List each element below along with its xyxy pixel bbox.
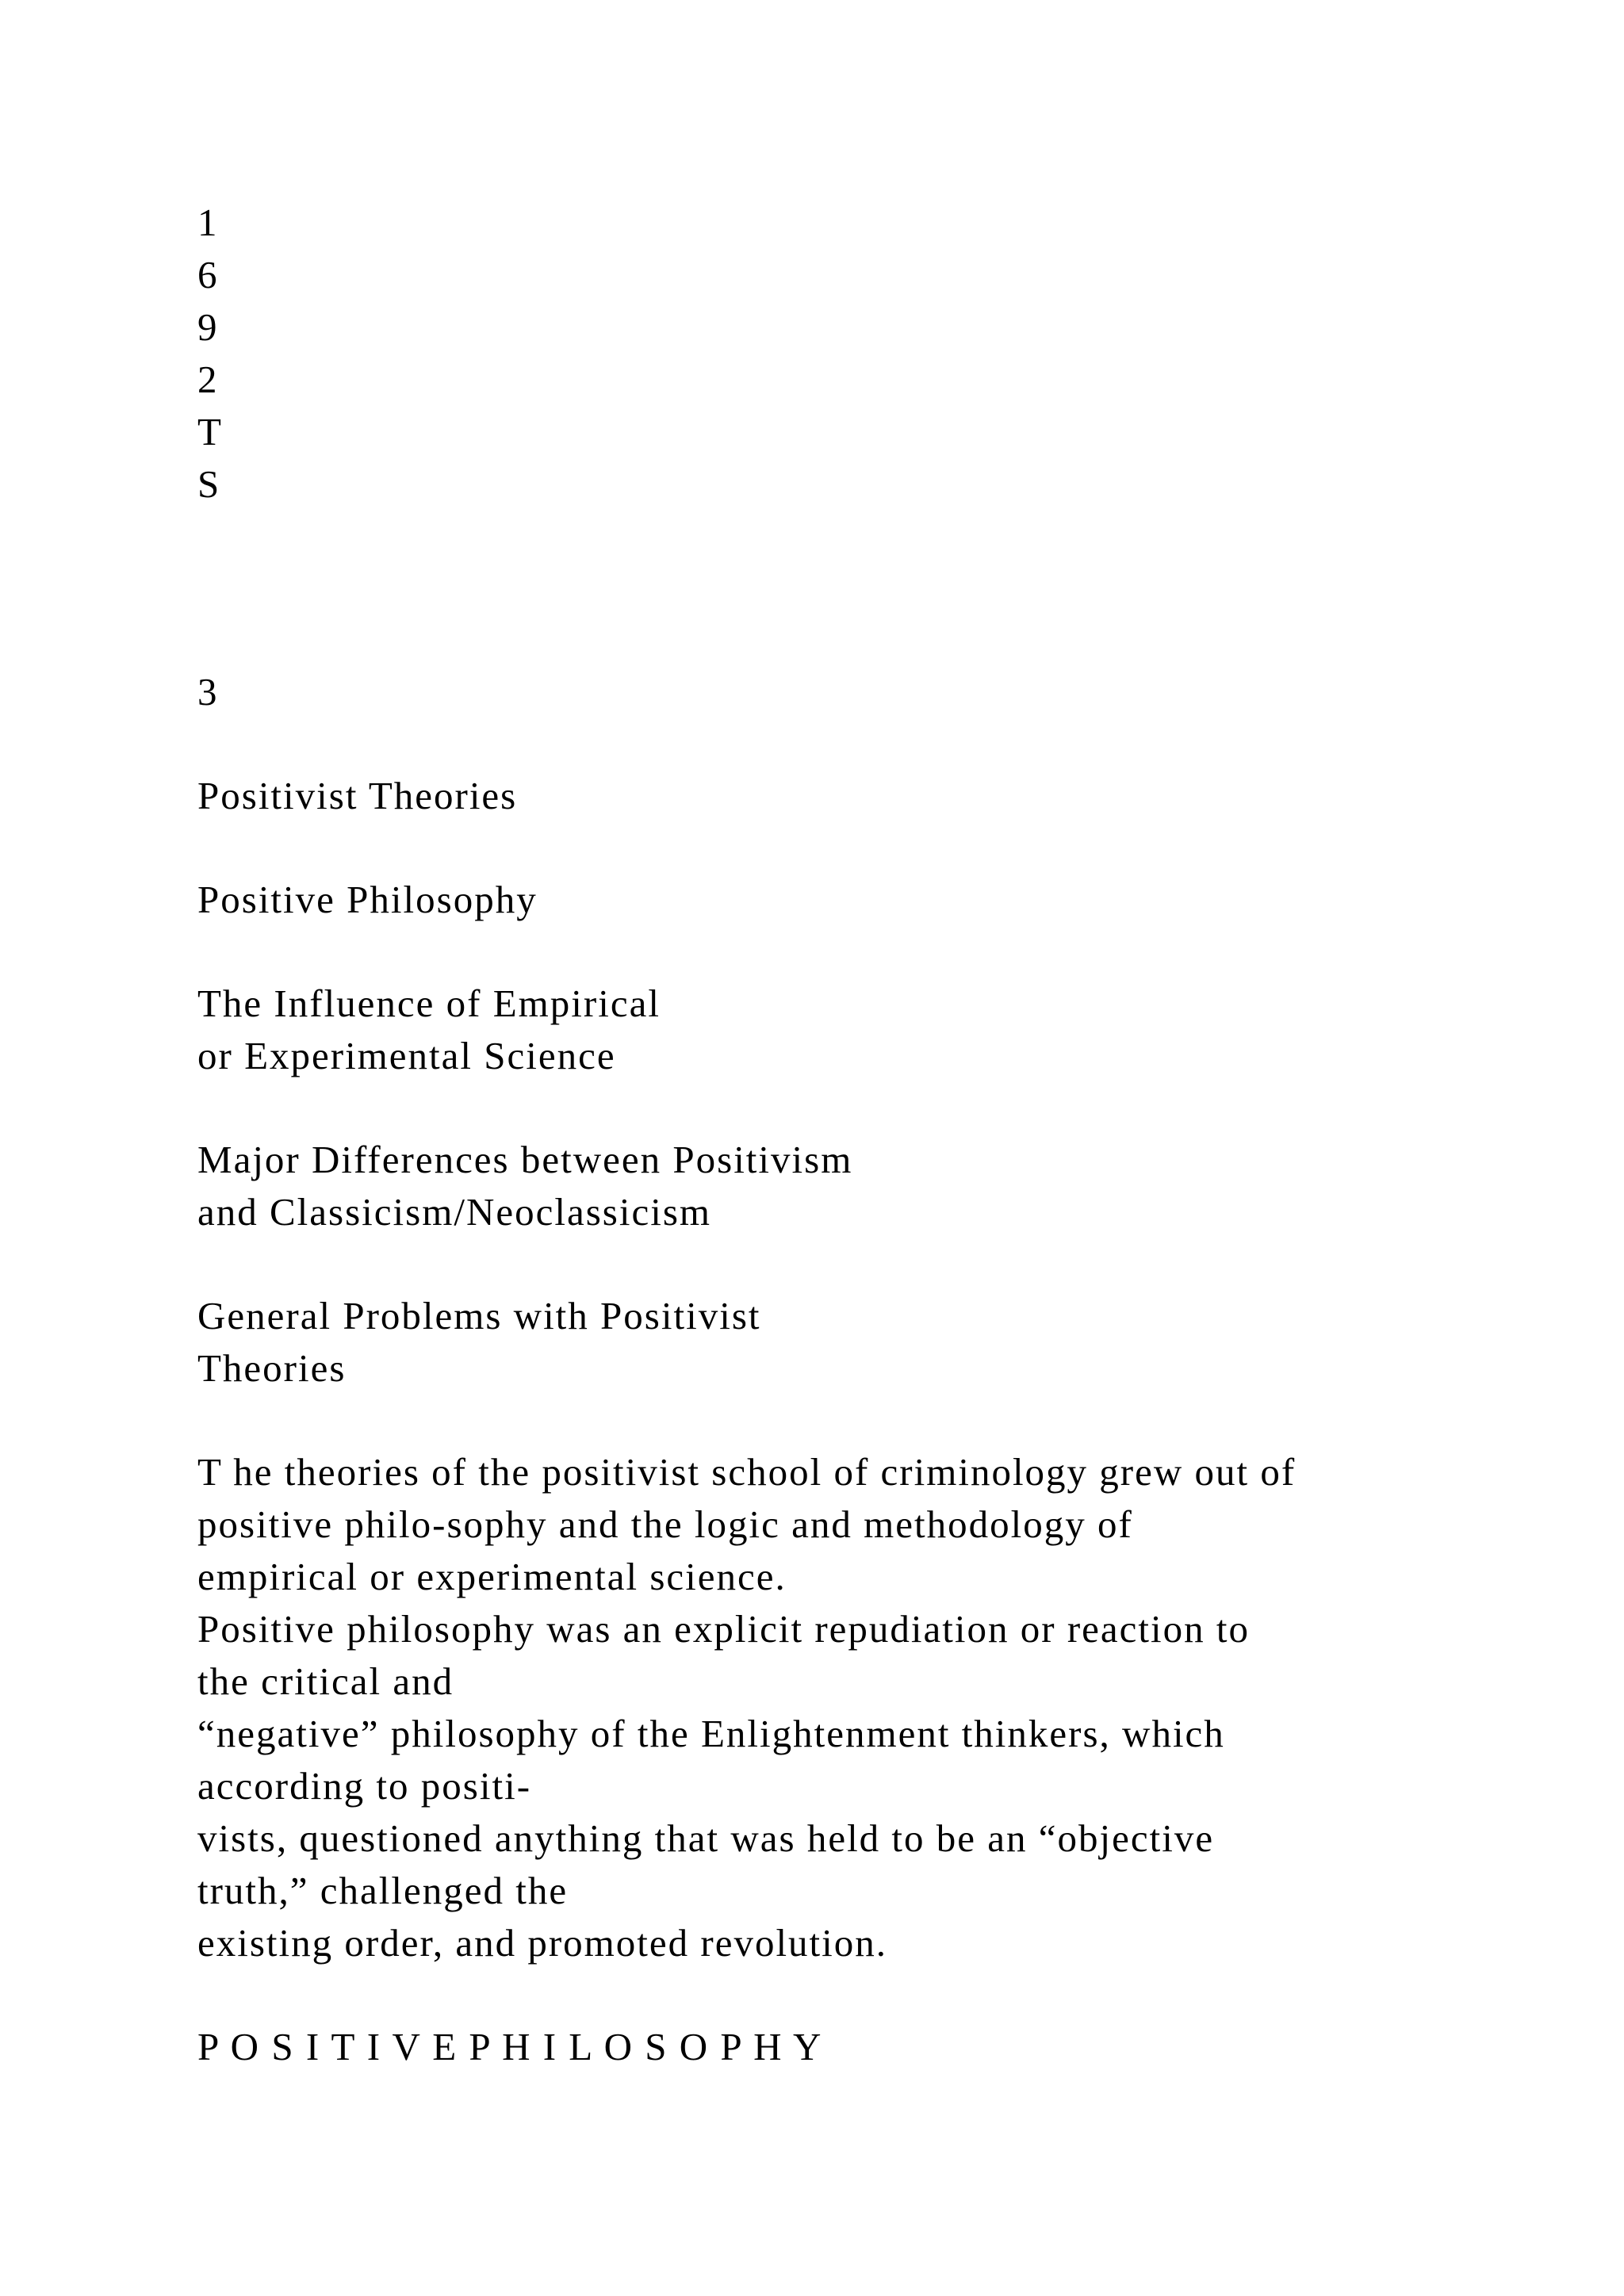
toc-item-empirical-science: The Influence of Empirical (197, 982, 661, 1025)
margin-char: 6 (197, 253, 219, 297)
body-text-line: positive philo-sophy and the logic and methodology of (197, 1502, 1133, 1546)
toc-item-general-problems: General Problems with Positivist (197, 1294, 761, 1337)
margin-char: 2 (197, 358, 219, 401)
toc-item-general-problems-cont: Theories (197, 1346, 347, 1390)
margin-char: S (197, 462, 221, 506)
body-text-line: “negative” philosophy of the Enlightenment thinkers, which (197, 1712, 1225, 1755)
chapter-number: 3 (197, 670, 219, 714)
toc-item-major-differences-cont: and Classicism/Neoclassicism (197, 1190, 711, 1234)
margin-char: 1 (197, 201, 219, 244)
margin-char: T (197, 410, 223, 453)
toc-item-empirical-science-cont: or Experimental Science (197, 1034, 616, 1077)
body-text-line: Positive philosophy was an explicit repudiation or reaction to (197, 1607, 1250, 1651)
body-text-line: T he theories of the positivist school of criminology grew out of (197, 1450, 1297, 1494)
body-text-line: according to positi- (197, 1764, 532, 1808)
body-text-line: existing order, and promoted revolution. (197, 1921, 888, 1965)
body-text-line: the critical and (197, 1659, 454, 1703)
margin-char: 9 (197, 305, 219, 349)
body-text-line: truth,” challenged the (197, 1869, 569, 1912)
toc-item-positive-philosophy: Positive Philosophy (197, 878, 538, 921)
body-text-line: empirical or experimental science. (197, 1555, 787, 1598)
body-text-line: vists, questioned anything that was held to be an “objective (197, 1816, 1215, 1860)
chapter-title: Positivist Theories (197, 774, 518, 817)
toc-item-major-differences: Major Differences between Positivism (197, 1138, 853, 1181)
section-heading: P O S I T I V E P H I L O S O P H Y (197, 2025, 823, 2068)
